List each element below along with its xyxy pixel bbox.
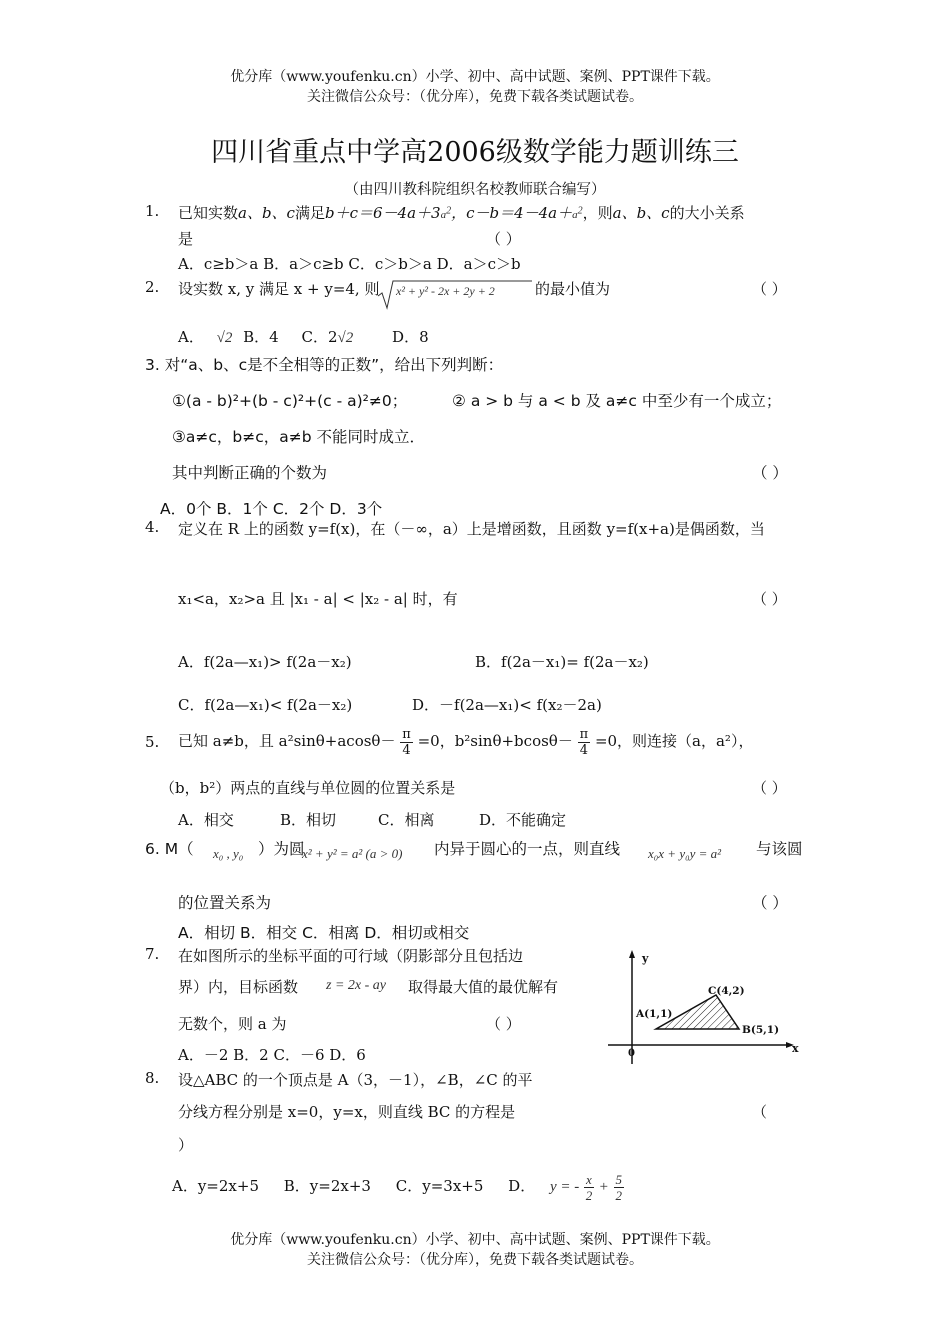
point-b-label: B(5,1) [742,1024,780,1036]
q2-option-b: B．4 [243,328,279,346]
origin-label: 0 [628,1048,635,1059]
page-title: 四川省重点中学高2006级数学能力题训练三 [211,137,739,168]
q7-feasible-region-figure [604,948,804,1068]
q2-radicand: x² + y² - 2x + 2y + 2 [396,284,495,298]
header-line-1: 优分库（www.youfenku.cn）小学、初中、高中试题、案例、PPT课件下载。 [230,69,720,85]
q5-mid: =0，b²sinθ+bcosθ－ [417,732,573,750]
q2-option-c-value: √2 [337,330,354,346]
q6-answer-blank[interactable]: （ ） [752,894,788,912]
q8-option-c: C．y=3x+5 [395,1177,484,1195]
q8-frac2-num: 5 [615,1171,623,1187]
q8-frac1-den: 2 [585,1187,593,1203]
q7-number: 7. [145,945,160,963]
q3-judgement-2: ② a > b 与 a < b 及 a≠c 中至少有一个成立； [452,392,782,410]
q6-line1-c: 内异于圆心的一点，则直线 [434,840,621,858]
q8-option-d-eq: y = - [549,1179,580,1195]
q5-number: 5. [145,733,160,751]
q4-stem: 定义在 R 上的函数 y=f(x)，在（－∞，a）上是增函数，且函数 y=f(x+a)是偶函数，当 [178,520,765,538]
q5-frac2-num: π [579,726,589,742]
q8-answer-paren-close[interactable]: ） [178,1136,194,1154]
q8-option-b: B．y=2x+3 [283,1177,371,1195]
q4-option-d: D．－f(2a—x₁)< f(x₂－2a) [412,696,602,714]
q8-line2: 分线方程分别是 x=0，y=x，则直线 BC 的方程是 [178,1103,516,1121]
q5-option-d: D．不能确定 [479,811,567,829]
q4-condition: x₁<a，x₂>a 且 |x₁ - a| < |x₂ - a| 时，有 [178,590,458,608]
q4-option-a: A．f(2a—x₁)> f(2a－x₂) [178,653,352,671]
q4-option-c: C．f(2a—x₁)< f(2a－x₂) [178,696,353,714]
q7-options: A．－2 B．2 C．－6 D．6 [178,1046,366,1064]
y-axis-label: y [642,952,649,965]
q5-stem: 已知 a≠b，且 a²sinθ+acosθ－ [178,732,396,750]
q1-vars: a、b、c [238,204,295,222]
q5-fraction-2 [578,727,591,758]
q8-frac1-num: x [586,1171,592,1187]
q6-circle: x² + y² = a² (a > 0) [302,846,403,861]
q1-number: 1. [145,202,160,220]
q6-point: x₀ , y₀ [213,846,244,861]
subtitle: （由四川教科院组织名校教师联合编写） [344,182,606,198]
footer-line-1: 优分库（www.youfenku.cn）小学、初中、高中试题、案例、PPT课件下载。 [230,1232,720,1248]
q3-judgement-3: ③a≠c，b≠c，a≠b 不能同时成立． [172,428,426,446]
q5-option-c: C．相离 [378,811,435,829]
q5-option-b: B．相切 [280,811,337,829]
q1-tail2: 的大小关系 [669,204,745,222]
q1-cond2: ，c－b＝4－4a＋ [451,204,573,222]
q1-tail-vars: a、b、c [612,204,670,222]
q4-number: 4. [145,518,160,536]
q8-options [172,1164,624,1209]
q2-stem: 设实数 x, y 满足 x + y=4, 则 [178,280,380,298]
q7-line1: 在如图所示的坐标平面的可行域（阴影部分且包括边 [178,947,524,965]
q7-objective: z = 2x - ay [326,978,386,993]
q8-option-d: D． [508,1177,536,1195]
q8-option-a: A．y=2x+5 [172,1177,259,1195]
q4-option-b: B．f(2a－x₁)= f(2a－x₂) [475,653,649,671]
q2-answer-blank[interactable]: （ ） [752,280,787,298]
x-axis-label: x [792,1042,799,1055]
q1-stem-b: 满足 [294,204,325,222]
q4-answer-blank[interactable]: （ ） [752,590,787,608]
point-a-label: A(1,1) [636,1008,673,1020]
q5-line2: （b，b²）两点的直线与单位圆的位置关系是 [160,779,456,797]
q5-fraction-1 [400,727,413,758]
q8-number: 8. [145,1069,160,1087]
q2-option-a-value: √2 [216,330,233,346]
q8-answer-paren-open[interactable]: （ [752,1103,768,1121]
q5-frac1-num: π [402,726,411,742]
q7-line2-a: 界）内，目标函数 [178,978,299,996]
q2-option-a: A． [178,328,204,346]
q1-line1: 已知实数a、b、c满足$b+c=6-4a+3a^2$，$c-b=4-4a+a^2$，则a、b、c的大小关系 [178,204,745,222]
point-c-label: C(4,2) [708,985,745,997]
q1-stem-a: 已知实数 [178,204,239,222]
q5-answer-blank[interactable]: （ ） [752,779,787,797]
q1-cond1: b＋c＝6－4a＋3 [324,204,441,222]
q2-number: 2. [145,278,160,296]
y-axis-arrow-icon [629,950,635,958]
q8-line1: 设△ABC 的一个顶点是 A（3，－1），∠B，∠C 的平 [178,1071,533,1089]
q5-frac1-den: 4 [402,742,411,758]
q5-line1 [178,724,753,758]
q3-judgement-1: ①(a - b)²+(b - c)²+(c - a)²≠0； [172,392,408,410]
q1-answer-blank[interactable]: （ ） [486,230,521,248]
header-line-2: 关注微信公众号：（优分库），免费下载各类试题试卷。 [307,89,643,105]
q7-line3: 无数个，则 a 为 [178,1015,287,1033]
q2-option-d: D．8 [392,328,429,346]
q5-tail: =0，则连接（a，a²）， [594,732,754,750]
q6-options: A．相切 B．相交 C．相离 D．相切或相交 [178,924,470,942]
q1-line2: 是 [178,230,194,248]
q7-answer-blank[interactable]: （ ） [486,1015,521,1033]
q6-line1-d: 与该圆 [756,840,803,858]
q6-line-equation: x₀x + y₀y = a² [648,846,722,861]
q6-line1-a: 6. M（ [145,840,194,858]
q8-option-d-plus: + [598,1179,609,1195]
q3-line4: 其中判断正确的个数为 [172,464,328,482]
footer-line-2: 关注微信公众号：（优分库），免费下载各类试题试卷。 [307,1252,643,1268]
q5-option-a: A．相交 [178,811,234,829]
q7-line2-b: 取得最大值的最优解有 [408,978,559,996]
q6-line1-b: ）为圆 [258,840,305,858]
q8-option-d-frac1 [584,1172,594,1203]
q2-option-c: C．2 [301,328,338,346]
q6-line2: 的位置关系为 [178,894,272,912]
q1-tail: ，则 [582,204,613,222]
q3-answer-blank[interactable]: （ ） [752,464,788,482]
q8-option-d-frac2 [614,1172,625,1203]
q3-line1: 3. 对“a、b、c是不全相等的正数”，给出下列判断： [145,356,504,374]
q8-frac2-den: 2 [615,1187,623,1203]
q2-tail: 的最小值为 [535,280,611,298]
q2-options [178,326,429,347]
q5-frac2-den: 4 [579,742,589,758]
q1-options: A．c≥b＞a B．a＞c≥b C．c＞b＞a D．a＞c＞b [178,255,521,273]
q3-options: A．0个 B．1个 C．2个 D．3个 [160,500,383,518]
